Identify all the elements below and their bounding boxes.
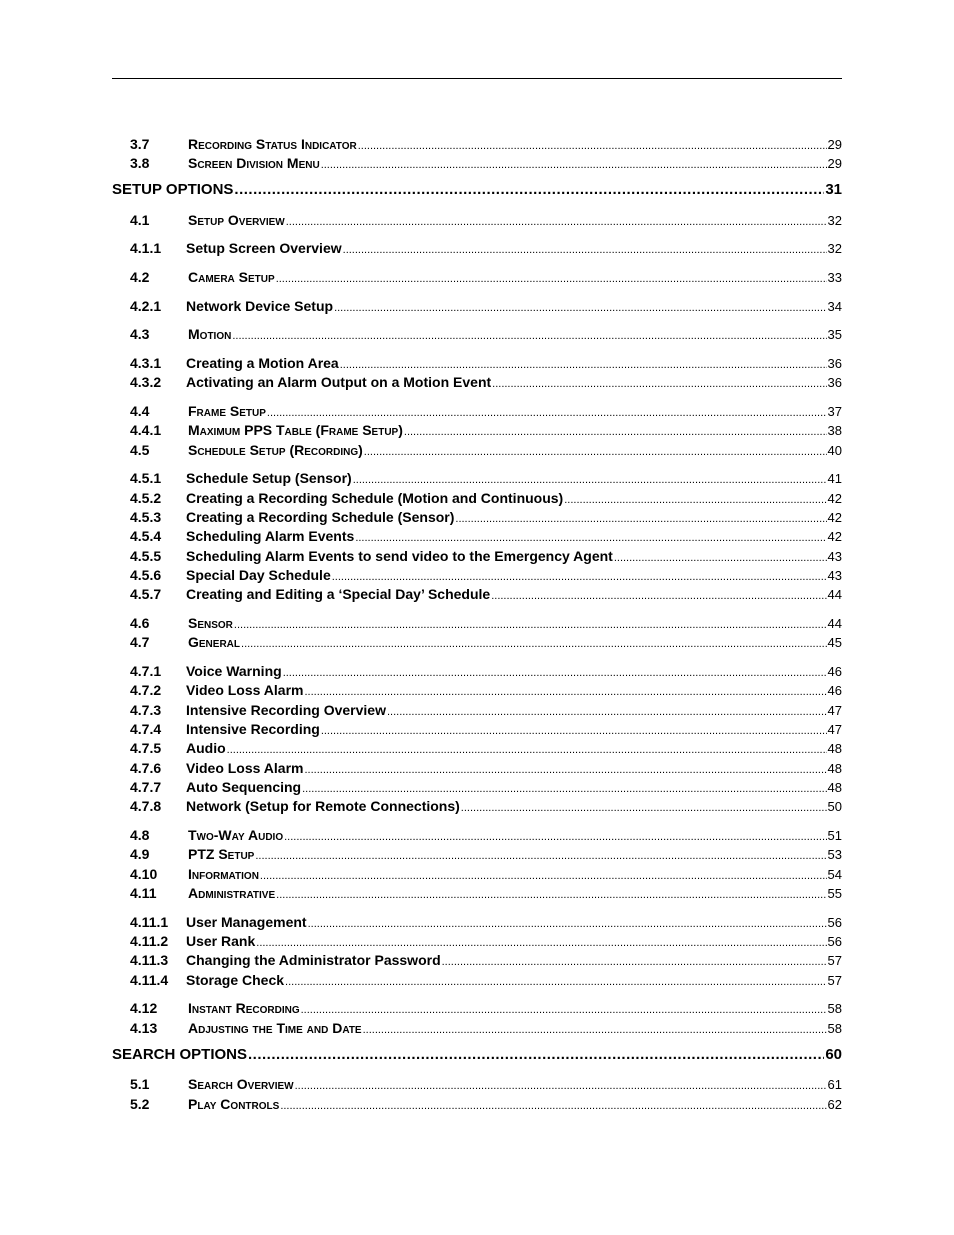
toc-entry[interactable] [130,884,842,902]
toc-entry[interactable] [130,778,842,796]
dot-leader [492,375,826,393]
toc-entry[interactable] [130,797,842,815]
toc-entry[interactable] [130,633,842,651]
toc-entry-title: Administrative [188,885,276,901]
toc-page-number: 33 [827,270,842,285]
dot-leader [304,761,826,779]
toc-entry-title: Schedule Setup (Recording) [188,442,363,458]
toc-page-number: 29 [827,137,842,152]
toc-entry-number: 4.3.1 [130,355,162,371]
toc-entry-number: 4.5 [130,442,150,458]
toc-entry[interactable] [130,701,842,719]
toc-entry-number: 4.7.5 [130,740,162,756]
toc-entry[interactable] [130,489,842,507]
toc-entry-number: 4.4.1 [130,422,162,438]
toc-entry[interactable] [130,1095,842,1113]
dot-leader [302,780,826,798]
toc-entry-title: Two-Way Audio [188,827,284,843]
dot-leader [358,137,827,155]
toc-entry[interactable] [130,865,842,883]
toc-page-number: 48 [827,780,842,795]
dot-leader [340,356,827,374]
dot-leader [364,443,827,461]
toc-page-number: 44 [827,587,842,602]
toc-page-number: 51 [827,828,842,843]
toc-entry[interactable] [130,508,842,526]
toc-entry-title: Adjusting the Time and Date [188,1020,362,1036]
toc-chapter-entry[interactable] [112,1046,842,1064]
toc-entry[interactable] [130,845,842,863]
toc-entry[interactable] [130,1075,842,1093]
toc-page-number: 57 [827,973,842,988]
dot-leader [363,1021,827,1039]
dot-leader [491,587,826,605]
toc-entry[interactable] [130,826,842,844]
toc-entry-title: Storage Check [186,972,285,988]
dot-leader [232,327,826,345]
dot-leader [256,934,826,952]
toc-page-number: 56 [827,934,842,949]
dot-leader [614,549,827,567]
toc-entry[interactable] [130,373,842,391]
toc-entry[interactable] [130,739,842,757]
toc-entry-number: 4.11.4 [130,972,169,988]
toc-page-number: 60 [825,1046,842,1063]
toc-entry-title: Play Controls [188,1096,280,1112]
toc-chapter-entry[interactable] [112,181,842,199]
dot-leader [308,915,827,933]
toc-entry[interactable] [130,566,842,584]
toc-entry-title: User Management [186,914,307,930]
dot-leader [276,886,826,904]
toc-entry-number: 4.11.1 [130,914,169,930]
toc-entry-title: Camera Setup [188,269,275,285]
dot-leader [442,953,827,971]
toc-entry-title: Network (Setup for Remote Connections) [186,798,460,814]
toc-entry[interactable] [130,268,842,286]
toc-entry[interactable] [130,211,842,229]
toc-entry[interactable] [130,354,842,372]
dot-leader [248,1046,824,1064]
toc-page-number: 41 [827,471,842,486]
toc-entry-number: 4.7.7 [130,779,162,795]
dot-leader [564,491,826,509]
toc-entry-number: 4.10 [130,866,158,882]
toc-entry-title: Changing the Administrator Password [186,952,441,968]
toc-entry-number: 4.7.6 [130,760,162,776]
dot-leader [334,299,826,317]
toc-page-number: 48 [827,741,842,756]
toc-entry-title: Special Day Schedule [186,567,331,583]
toc-entry-title: Auto Sequencing [186,779,302,795]
toc-entry[interactable] [130,239,842,257]
toc-entry-title: Creating a Recording Schedule (Motion and Continuous) [186,490,564,506]
toc-entry-number: 4.7.8 [130,798,162,814]
toc-entry-number: 4.1.1 [130,240,162,256]
toc-entry-number: 4.7.4 [130,721,162,737]
dot-leader [260,867,827,885]
toc-entry[interactable] [130,527,842,545]
toc-entry-number: 4.7 [130,634,150,650]
dot-leader [286,213,827,231]
toc-page-number: 37 [827,404,842,419]
toc-entry-title: Intensive Recording [186,721,320,737]
dot-leader [241,635,827,653]
toc-entry-title: Frame Setup [188,403,266,419]
toc-entry-number: 4.11.2 [130,933,169,949]
toc-entry-number: 4.13 [130,1020,158,1036]
dot-leader [280,1097,826,1115]
toc-page-number: 36 [827,375,842,390]
dot-leader [276,270,827,288]
toc-page-number: 34 [827,299,842,314]
toc-entry-title: SETUP OPTIONS [112,181,234,198]
toc-entry-title: Video Loss Alarm [186,682,304,698]
toc-entry[interactable] [130,614,842,632]
toc-page-number: 36 [827,356,842,371]
toc-page-number: 46 [827,683,842,698]
toc-entry-title: Setup Overview [188,212,285,228]
toc-entry-title: Network Device Setup [186,298,334,314]
toc-entry-title: Creating a Recording Schedule (Sensor) [186,509,455,525]
toc-entry-number: 4.9 [130,846,150,862]
toc-entry[interactable] [130,662,842,680]
toc-entry[interactable] [130,932,842,950]
toc-page-number: 46 [827,664,842,679]
toc-entry[interactable] [130,681,842,699]
dot-leader [343,241,827,259]
toc-entry[interactable] [130,135,842,153]
toc-page-number: 42 [827,510,842,525]
toc-entry-title: Maximum PPS Table (Frame Setup) [188,422,403,438]
toc-entry[interactable] [130,154,842,172]
toc-entry[interactable] [130,720,842,738]
toc-entry[interactable] [130,547,842,565]
toc-entry-title: Voice Warning [186,663,282,679]
toc-entry-number: 4.2.1 [130,298,162,314]
dot-leader [387,703,827,721]
toc-entry-title: SEARCH OPTIONS [112,1046,248,1063]
dot-leader [353,471,827,489]
toc-entry[interactable] [130,441,842,459]
toc-entry[interactable] [130,951,842,969]
toc-page-number: 43 [827,549,842,564]
toc-page-number: 61 [827,1077,842,1092]
toc-entry-number: 4.7.1 [130,663,162,679]
dot-leader [332,568,827,586]
toc-page-number: 42 [827,491,842,506]
toc-entry-number: 4.12 [130,1000,158,1016]
dot-leader [227,741,827,759]
toc-entry-number: 5.2 [130,1096,150,1112]
toc-entry-title: Recording Status Indicator [188,136,357,152]
dot-leader [301,1001,827,1019]
toc-entry-number: 4.7.2 [130,682,162,698]
toc-entry-title: Creating and Editing a ‘Special Day’ Schedule [186,586,491,602]
toc-page-number: 35 [827,327,842,342]
dot-leader [283,664,827,682]
toc-page-number: 57 [827,953,842,968]
dot-leader [461,799,827,817]
dot-leader [234,181,824,199]
toc-page-number: 42 [827,529,842,544]
toc-entry[interactable] [130,325,842,343]
toc-page-number: 55 [827,886,842,901]
toc-page-number: 40 [827,443,842,458]
toc-entry-number: 4.3 [130,326,150,342]
toc-entry-title: Motion [188,326,232,342]
toc-entry[interactable] [130,971,842,989]
toc-entry[interactable] [130,759,842,777]
toc-entry-title: Setup Screen Overview [186,240,342,256]
toc-page-number: 45 [827,635,842,650]
toc-entry-number: 4.11.3 [130,952,169,968]
toc-entry-title: Search Overview [188,1076,294,1092]
toc-entry-number: 4.4 [130,403,150,419]
toc-entry-number: 3.8 [130,155,150,171]
dot-leader [355,529,826,547]
dot-leader [285,973,826,991]
toc-entry-number: 4.2 [130,269,150,285]
dot-leader [255,847,826,865]
dot-leader [304,683,826,701]
dot-leader [455,510,826,528]
toc-page-number: 32 [827,241,842,256]
toc-entry-number: 3.7 [130,136,150,152]
toc-page-number: 29 [827,156,842,171]
toc-entry-number: 4.5.3 [130,509,162,525]
toc-page-number: 38 [827,423,842,438]
toc-entry-number: 4.5.4 [130,528,162,544]
toc-page-number: 58 [827,1001,842,1016]
toc-page-number: 32 [827,213,842,228]
toc-entry[interactable] [130,585,842,603]
toc-entry-number: 4.6 [130,615,150,631]
toc-entry-number: 4.5.6 [130,567,162,583]
toc-entry-number: 4.5.2 [130,490,162,506]
toc-entry[interactable] [130,913,842,931]
toc-entry-title: Creating a Motion Area [186,355,339,371]
toc-entry[interactable] [130,402,842,420]
toc-entry-title: Audio [186,740,226,756]
toc-entry-title: Schedule Setup (Sensor) [186,470,352,486]
toc-entry[interactable] [130,999,842,1017]
toc-entry-number: 4.5.1 [130,470,162,486]
toc-entry-number: 4.11 [130,885,157,901]
toc-page-number: 56 [827,915,842,930]
toc-entry-number: 4.8 [130,827,150,843]
toc-page-number: 53 [827,847,842,862]
toc-entry-number: 5.1 [130,1076,150,1092]
dot-leader [321,722,827,740]
toc-entry-number: 4.1 [130,212,150,228]
toc-entry-title: Activating an Alarm Output on a Motion Event [186,374,492,390]
toc-entry-number: 4.7.3 [130,702,162,718]
toc-entry-number: 4.3.2 [130,374,162,390]
toc-entry-title: Instant Recording [188,1000,300,1016]
toc-page-number: 47 [827,722,842,737]
toc-page-number: 44 [827,616,842,631]
toc-entry-number: 4.5.5 [130,548,162,564]
toc-page-number: 58 [827,1021,842,1036]
toc-entry-title: Screen Division Menu [188,155,320,171]
toc-entry[interactable] [130,297,842,315]
dot-leader [234,616,827,634]
toc-page-number: 54 [827,867,842,882]
dot-leader [295,1077,827,1095]
toc-entry[interactable] [130,469,842,487]
toc-entry-title: Intensive Recording Overview [186,702,386,718]
toc-entry-number: 4.5.7 [130,586,162,602]
toc-entry-title: User Rank [186,933,256,949]
toc-page-number: 62 [827,1097,842,1112]
toc-page-number: 47 [827,703,842,718]
toc-page-number: 50 [827,799,842,814]
toc-entry-title: Scheduling Alarm Events to send video to the Emergency Agent [186,548,613,564]
toc-entry[interactable] [130,421,842,439]
toc-entry-title: Information [188,866,259,882]
toc-entry-title: Scheduling Alarm Events [186,528,355,544]
dot-leader [321,156,827,174]
toc-entry-title: PTZ Setup [188,846,255,862]
toc-page-number: 48 [827,761,842,776]
toc-entry-title: Video Loss Alarm [186,760,304,776]
toc-page-number: 43 [827,568,842,583]
toc-entry-title: Sensor [188,615,233,631]
toc-entry[interactable] [130,1019,842,1037]
dot-leader [404,423,827,441]
toc-entry-title: General [188,634,241,650]
toc-page-number: 31 [825,181,842,198]
dot-leader [267,404,827,422]
dot-leader [284,828,826,846]
